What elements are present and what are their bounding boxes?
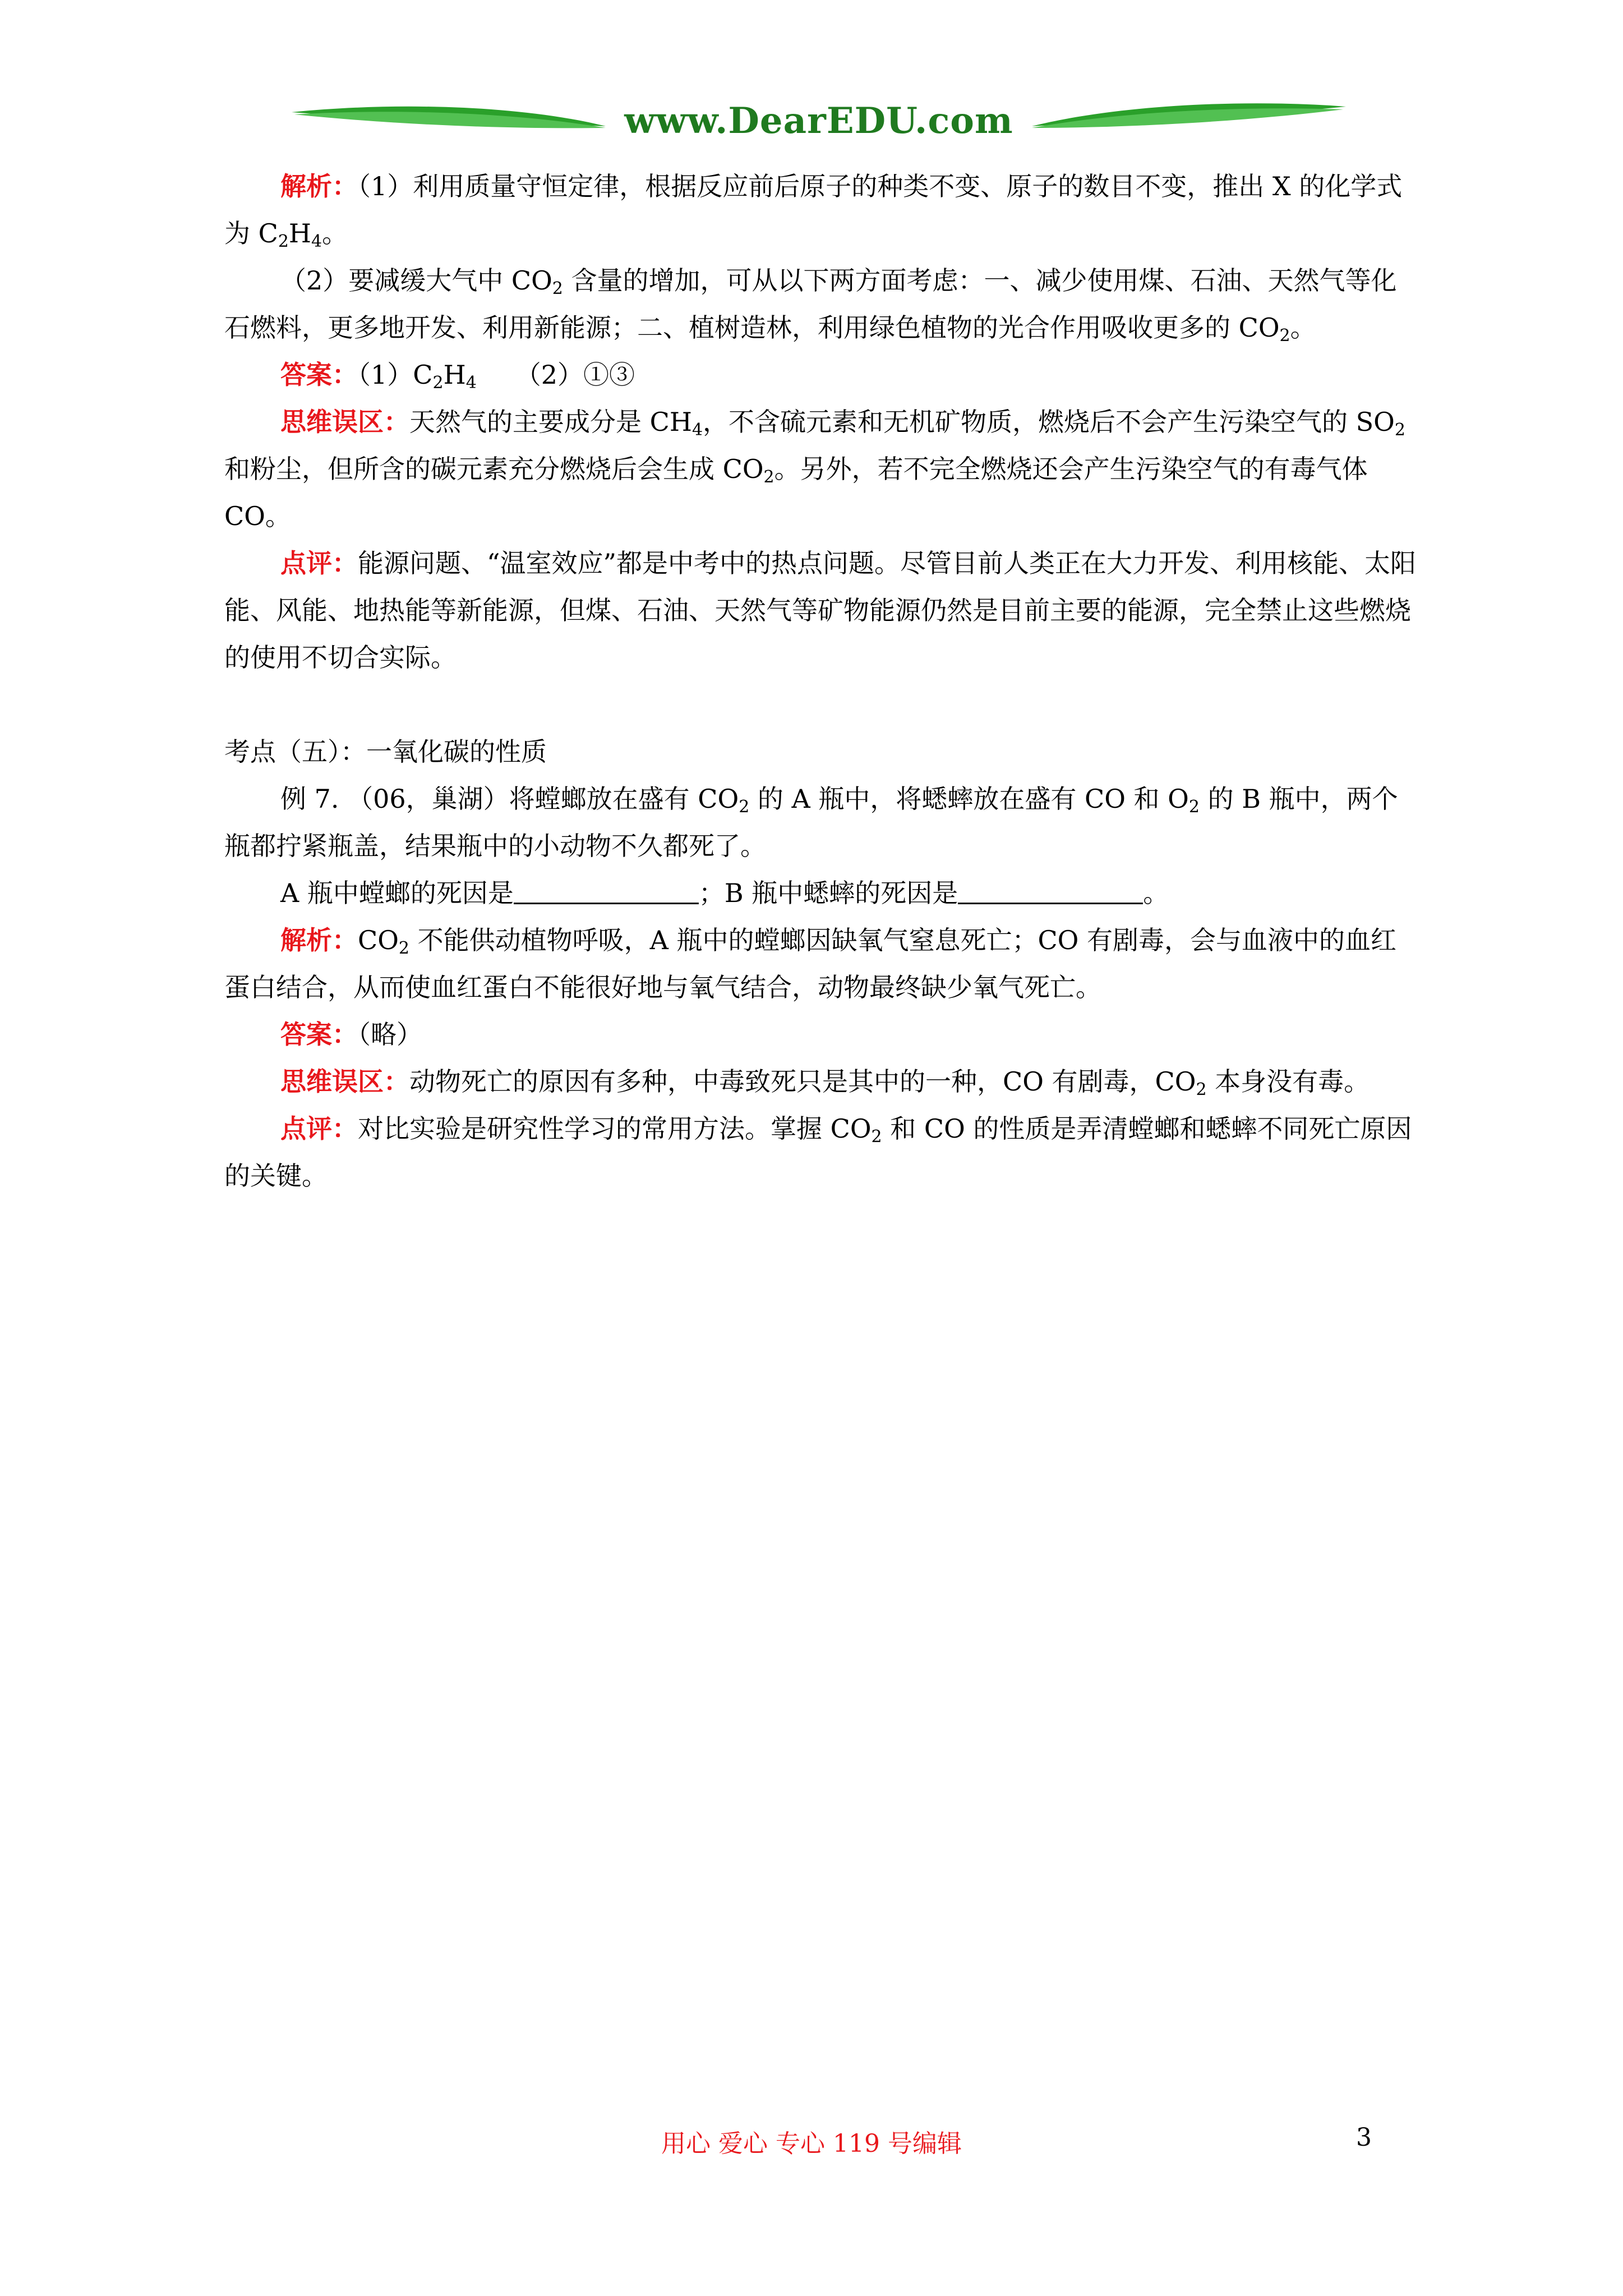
label-answer: 答案：: [280, 360, 358, 390]
text: H: [443, 360, 466, 390]
text: 不能供动植物呼吸，A 瓶中的螳螂因缺氧气窒息死亡；CO 有剧毒，会与血液中的血红蛋白结合，从而使血红蛋白不能很好地与氧气结合，动物最终缺少氧气死亡。: [224, 925, 1397, 1002]
answer-blank-b[interactable]: [958, 880, 1143, 904]
text: （2）①③: [476, 360, 635, 390]
subscript: 2: [1196, 1080, 1207, 1099]
section-heading: 考点（五）：一氧化碳的性质: [224, 737, 547, 767]
subscript: 2: [871, 1127, 882, 1147]
subscript: 4: [691, 420, 703, 440]
page-number: 3: [1356, 2123, 1372, 2152]
example-7-question: [224, 775, 1419, 869]
text: 。: [1290, 312, 1316, 343]
subscript: 2: [278, 232, 289, 251]
logo-text: www.DearEDU.com: [624, 100, 1013, 142]
text: ，不含硫元素和无机矿物质，燃烧后不会产生污染空气的 SO: [703, 407, 1395, 437]
text: （略）: [358, 1019, 422, 1050]
text: 和 CO 的性质是弄清螳螂和蟋蟀不同死亡原因的关键。: [224, 1114, 1412, 1191]
answer-paragraph-2: [224, 1011, 1419, 1058]
spacer: [224, 681, 1419, 728]
text: H: [288, 218, 312, 249]
text: 天然气的主要成分是 CH: [409, 407, 692, 437]
misconception-paragraph-1: [224, 398, 1419, 540]
analysis-paragraph-3: [224, 917, 1419, 1011]
subscript: 2: [398, 938, 410, 958]
subscript: 2: [1188, 797, 1200, 817]
text: 。: [1143, 878, 1169, 908]
text: A 瓶中螳螂的死因是: [280, 878, 514, 908]
subscript: 4: [311, 232, 322, 251]
subscript: 4: [465, 373, 477, 393]
text: 。: [322, 218, 348, 249]
answer-blank-a[interactable]: [514, 880, 699, 904]
text: 的 A 瓶中，将蟋蟀放在盛有 CO 和 O: [749, 784, 1189, 814]
analysis-paragraph-1: [224, 163, 1419, 257]
label-review: 点评：: [280, 1114, 358, 1144]
header-logo: [292, 95, 1346, 157]
text: （2）要减缓大气中 CO: [280, 265, 552, 296]
text: 含量的增加，可从以下两方面考虑：一、减少使用煤、石油、天然气等化石燃料，更多地开发、利用新能源；二、植树造林，利用绿色植物的光合作用吸收更多的 CO: [224, 265, 1397, 343]
label-answer: 答案：: [280, 1019, 358, 1050]
text: ；B 瓶中蟋蟀的死因是: [698, 878, 958, 908]
label-misconception: 思维误区：: [280, 1066, 409, 1097]
text: CO: [358, 925, 399, 955]
label-analysis: 解析：: [280, 925, 358, 955]
text: 对比实验是研究性学习的常用方法。掌握 CO: [358, 1114, 872, 1144]
answer-paragraph-1: [224, 351, 1419, 398]
subscript: 2: [552, 279, 563, 298]
document-body: [224, 163, 1419, 1199]
analysis-paragraph-2: [224, 257, 1419, 351]
example-7-blanks: [224, 869, 1419, 917]
label-analysis: 解析：: [280, 171, 358, 201]
text: （1）利用质量守恒定律，根据反应前后原子的种类不变、原子的数目不变，推出 X 的化学式为 C: [224, 171, 1403, 249]
text: 的 B 瓶中，两个瓶都拧紧瓶盖，结果瓶中的小动物不久都死了。: [224, 784, 1398, 861]
text: 例 7. （06，巢湖）将螳螂放在盛有 CO: [280, 784, 739, 814]
review-paragraph-2: [224, 1105, 1419, 1199]
subscript: 2: [739, 797, 750, 817]
subscript: 2: [1279, 326, 1290, 346]
footer-text: 用心 爱心 专心 119 号编辑: [661, 2129, 962, 2158]
subscript: 2: [763, 467, 774, 487]
text: 。另外，若不完全燃烧还会产生污染空气的有毒气体 CO。: [224, 454, 1368, 531]
label-misconception: 思维误区：: [280, 407, 409, 437]
text: 和粉尘，但所含的碳元素充分燃烧后会生成 CO: [224, 454, 764, 484]
label-review: 点评：: [280, 548, 358, 578]
text: 动物死亡的原因有多种，中毒致死只是其中的一种，CO 有剧毒，CO: [409, 1066, 1196, 1097]
review-paragraph-1: [224, 540, 1419, 681]
misconception-paragraph-2: [224, 1058, 1419, 1105]
text: 能源问题、“温室效应”都是中考中的热点问题。尽管目前人类正在大力开发、利用核能、太阳能、风能、地热能等新能源，但煤、石油、天然气等矿物能源仍然是目前主要的能源，完全禁止这些燃烧的使用不切合实际。: [224, 548, 1417, 673]
text: 本身没有毒。: [1206, 1066, 1370, 1097]
subscript: 2: [432, 373, 444, 393]
text: （1）C: [358, 360, 433, 390]
subscript: 2: [1394, 420, 1405, 440]
